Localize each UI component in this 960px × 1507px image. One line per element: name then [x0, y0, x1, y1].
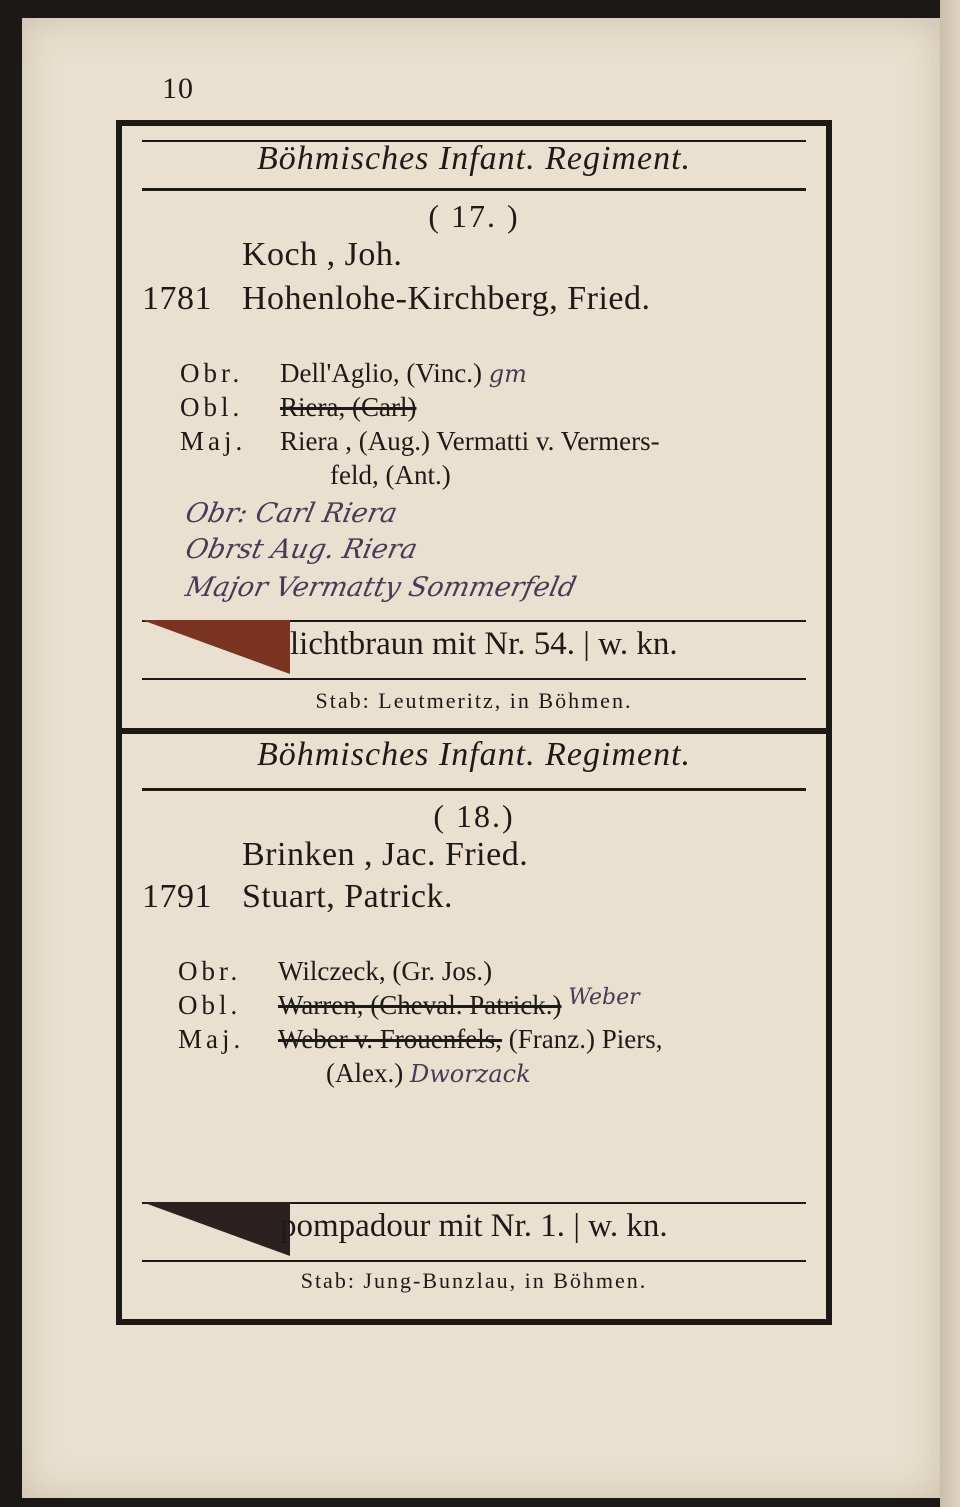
- handwritten-note: Weber: [568, 985, 640, 1010]
- regiment-heading: Böhmisches Infant. Regiment.: [256, 140, 692, 177]
- rank-label: Maj.: [180, 426, 247, 456]
- next-page-edge: [940, 0, 960, 1507]
- regiment-entry-17: [122, 126, 826, 731]
- owner-year: 1791: [142, 878, 212, 915]
- rank-label: Maj.: [178, 1024, 245, 1054]
- facing-color-triangle: [142, 620, 290, 674]
- facing-description: [290, 626, 678, 663]
- officer-name: feld, (Ant.): [330, 460, 451, 490]
- handwritten-note: Obr: Carl Riera: [182, 498, 401, 529]
- officer-name: Dell'Aglio, (Vinc.): [280, 358, 482, 388]
- stab-line: Stab: Leutmeritz, in Böhmen.: [315, 688, 633, 713]
- regiment-heading: Böhmisches Infant. Regiment.: [256, 736, 692, 773]
- handwritten-note: Major Vermatty Sommerfeld: [182, 572, 580, 603]
- rank-label: Obr.: [178, 956, 242, 986]
- owner-name: Stuart, Patrick.: [242, 878, 454, 915]
- officer-row-maj: [180, 426, 660, 457]
- owner-year: 1781: [142, 280, 212, 317]
- heading-rule: [142, 788, 806, 791]
- regiment-number: ( 18.): [433, 798, 515, 834]
- stab-rule: [142, 678, 806, 680]
- officer-row-obl: [178, 985, 640, 1021]
- officer-row-obl: [180, 392, 416, 423]
- page-number: 10: [162, 72, 194, 105]
- officer-name: Riera , (Aug.) Vermatti v. Vermers-: [280, 426, 660, 456]
- stab-line: Stab: Jung-Bunzlau, in Böhmen.: [300, 1268, 648, 1293]
- owner-line: [142, 836, 528, 874]
- officer-name: (Alex.): [326, 1058, 404, 1088]
- owner-name: Hohenlohe-Kirchberg, Fried.: [242, 280, 651, 317]
- facing-description: [280, 1208, 668, 1245]
- stab-rule: [142, 1260, 806, 1262]
- owner-name: Koch , Joh.: [242, 236, 403, 273]
- regiment-entry-18: [122, 734, 826, 1319]
- owner-name: Brinken , Jac. Fried.: [242, 836, 529, 873]
- regiment-table: [116, 120, 832, 1325]
- second-owner-line: [142, 878, 453, 916]
- officer-row-obr: [178, 956, 492, 987]
- rank-label: Obl.: [178, 990, 242, 1020]
- facing-text: pompadour mit Nr. 1.: [280, 1208, 566, 1244]
- facing-color-swatch: [142, 620, 290, 674]
- officer-row-maj: [178, 1024, 662, 1055]
- officer-row-continuation: [330, 460, 451, 491]
- struck-officer-name: Weber v. Frouenfels,: [278, 1024, 503, 1054]
- handwritten-note: Obrst Aug. Riera: [182, 534, 421, 565]
- struck-officer-name: Warren, (Cheval. Patrick.): [278, 990, 562, 1020]
- facing-color-swatch: [142, 1202, 290, 1256]
- rank-label: Obr.: [180, 358, 244, 388]
- rank-label: Obl.: [180, 392, 244, 422]
- heading-rule: [142, 188, 806, 191]
- second-owner-line: [142, 280, 650, 318]
- button-text: | w. kn.: [583, 626, 678, 662]
- handwritten-note: gm: [488, 360, 527, 388]
- officer-row-continuation: [326, 1058, 531, 1089]
- struck-officer-name: Riera, (Carl): [280, 392, 417, 422]
- officer-row-obr: [180, 358, 527, 389]
- officer-name: (Franz.) Piers,: [508, 1024, 663, 1054]
- officer-name: Wilczeck, (Gr. Jos.): [278, 956, 493, 986]
- regiment-number: ( 17. ): [428, 198, 520, 234]
- facing-color-triangle: [142, 1202, 290, 1256]
- owner-line: [142, 236, 402, 274]
- button-text: | w. kn.: [573, 1208, 668, 1244]
- facing-text: lichtbraun mit Nr. 54.: [290, 626, 576, 662]
- handwritten-note: Dworzack: [409, 1060, 531, 1088]
